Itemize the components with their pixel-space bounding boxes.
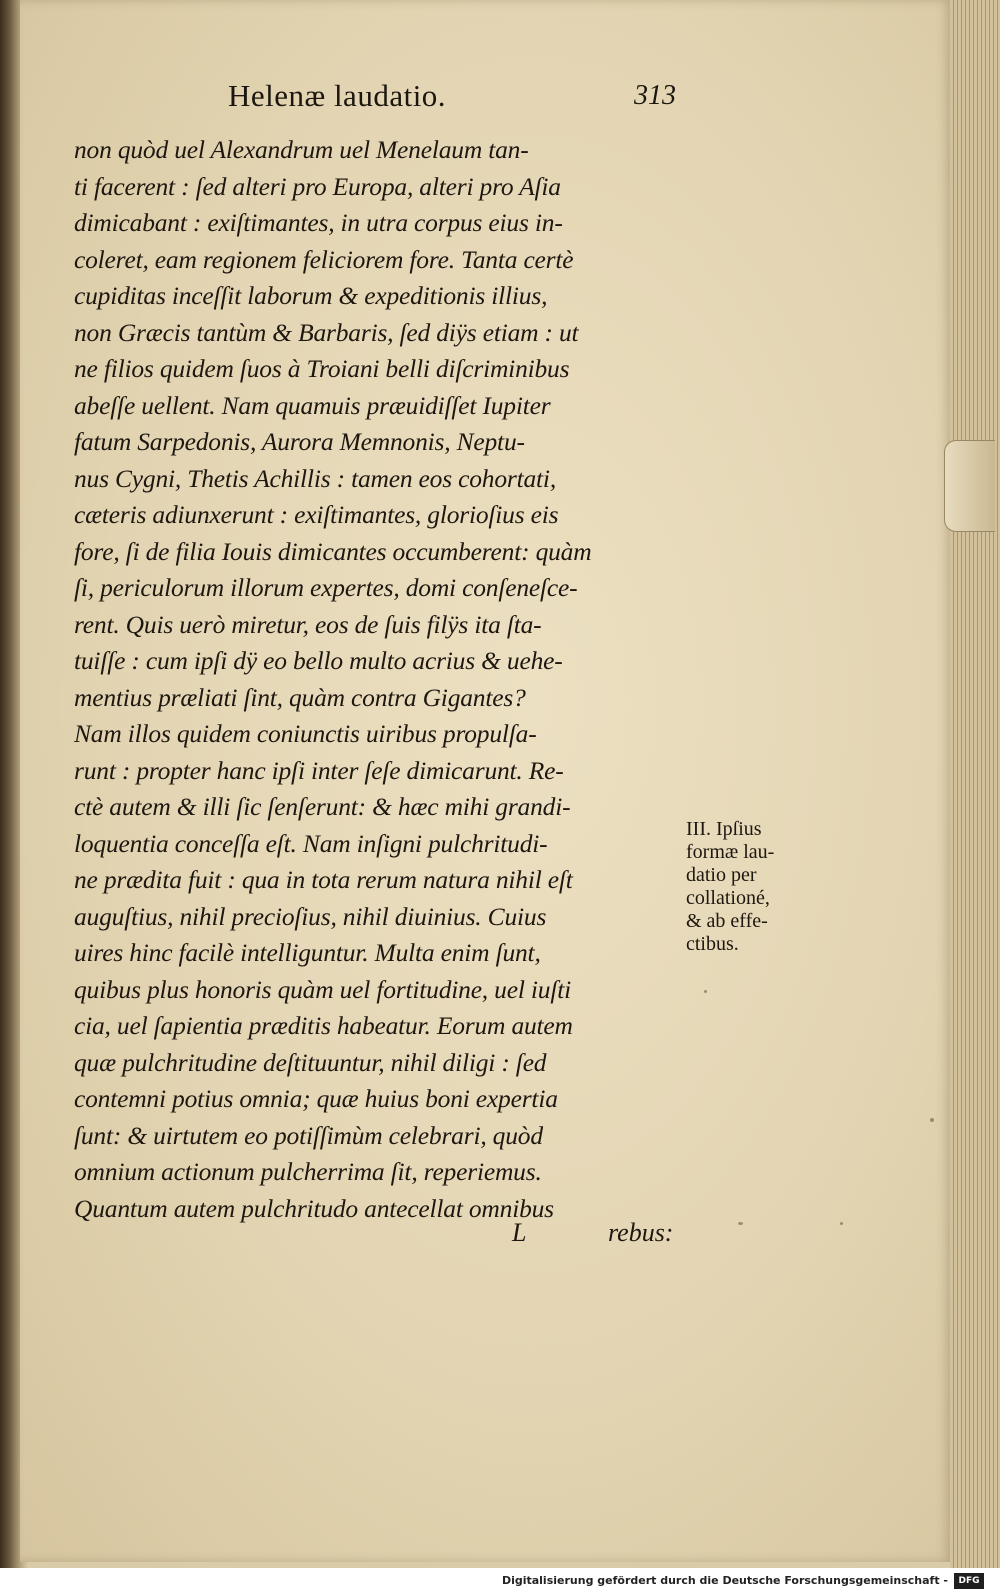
text-line: ctè autem & illi ſic ſenſerunt: & hæc mihi grandi- [74,792,571,821]
margin-note-line: & ab effe- [686,910,768,932]
text-line: dimicabant : exiſtimantes, in utra corpus eius in- [74,208,563,237]
text-line: Quantum autem pulchritudo antecellat omnibus [74,1193,554,1223]
text-line: tuiſſe : cum ipſi dÿ eo bello multo acrius & uehe- [74,646,563,675]
text-line: loquentia conceſſa eſt. Nam inſigni pulchritudi- [74,828,548,858]
page-fore-edge [950,0,1000,1568]
text-line: contemni potius omnia; quæ huius boni expertia [74,1084,558,1113]
margin-note-line: ctibus. [686,933,739,955]
text-line: runt : propter hanc ipſi inter ſeſe dimicarunt. Re- [74,755,564,785]
text-line: cæteris adiunxerunt : exiſtimantes, glorioſius eis [74,500,559,529]
margin-note-line: datio per [686,864,757,886]
text-line: nus Cygni, Thetis Achillis : tamen eos cohortati, [74,463,556,493]
text-line: cupiditas inceſſit laborum & expeditionis illius, [74,281,548,310]
funding-credit: Digitalisierung gefördert durch die Deutsche Forschungsgemeinschaft - [501,1574,948,1587]
text-line: quibus plus honoris quàm uel fortitudine, uel iuſti [74,974,571,1004]
dfg-logo-icon: DFG [954,1573,984,1589]
text-line: rent. Quis uerò miretur, eos de ſuis filÿs ita ſta- [74,609,542,639]
running-head: Helenæ laudatio. [228,78,447,113]
text-line: ti facerent : ſed alteri pro Europa, alteri pro Aſia [74,171,561,201]
text-line: quæ pulchritudine deſtituuntur, nihil diligi : ſed [74,1047,547,1077]
text-line: ne filios quidem ſuos à Troiani belli diſcriminibus [74,354,570,383]
text-line: fatum Sarpedonis, Aurora Memnonis, Neptu- [74,427,525,456]
paper-speck [738,1222,743,1225]
catchword: rebus: [608,1218,674,1247]
text-line: Nam illos quidem coniunctis uiribus propulſa- [74,719,537,748]
digitization-footer [0,1568,1000,1596]
text-line: ne prædita fuit : qua in tota rerum natura nihil eſt [74,865,573,894]
text-line: coleret, eam regionem feliciorem fore. Tanta certè [74,244,574,274]
book-clasp-tab [944,440,995,532]
text-line: ſi, periculorum illorum expertes, domi conſeneſce- [74,573,578,602]
text-line: omnium actionum pulcherrima ſit, reperiemus. [74,1157,542,1186]
paper-speck [930,1118,934,1122]
text-line: cia, uel ſapientia præditis habeatur. Eorum autem [74,1011,573,1040]
signature-mark: L [512,1218,527,1247]
text-line: auguſtius, nihil precioſius, nihil diuinius. Cuius [74,901,547,931]
text-line: abeſſe uellent. Nam quamuis præuidiſſet Iupiter [74,390,551,420]
paper-speck [840,1222,843,1225]
text-line: non quòd uel Alexandrum uel Menelaum tan- [74,135,529,164]
text-line: uires hinc facilè intelliguntur. Multa enim ſunt, [74,938,541,967]
body-text [74,132,694,1227]
margin-note-line: formæ lau- [686,841,775,863]
page-number: 313 [634,80,676,111]
paper-speck [704,990,707,993]
margin-note-line: collationé, [686,887,770,909]
text-line: fore, ſi de filia Iouis dimicantes occumberent: quàm [74,536,592,566]
text-line: ſunt: & uirtutem eo potiſſimùm celebrari, quòd [74,1120,543,1150]
margin-note [686,818,811,956]
margin-note-line: III. Ipſius [686,818,762,840]
text-line: non Græcis tantùm & Barbaris, ſed diÿs etiam : ut [74,317,579,347]
text-line: mentius præliati ſint, quàm contra Gigantes? [74,682,526,712]
